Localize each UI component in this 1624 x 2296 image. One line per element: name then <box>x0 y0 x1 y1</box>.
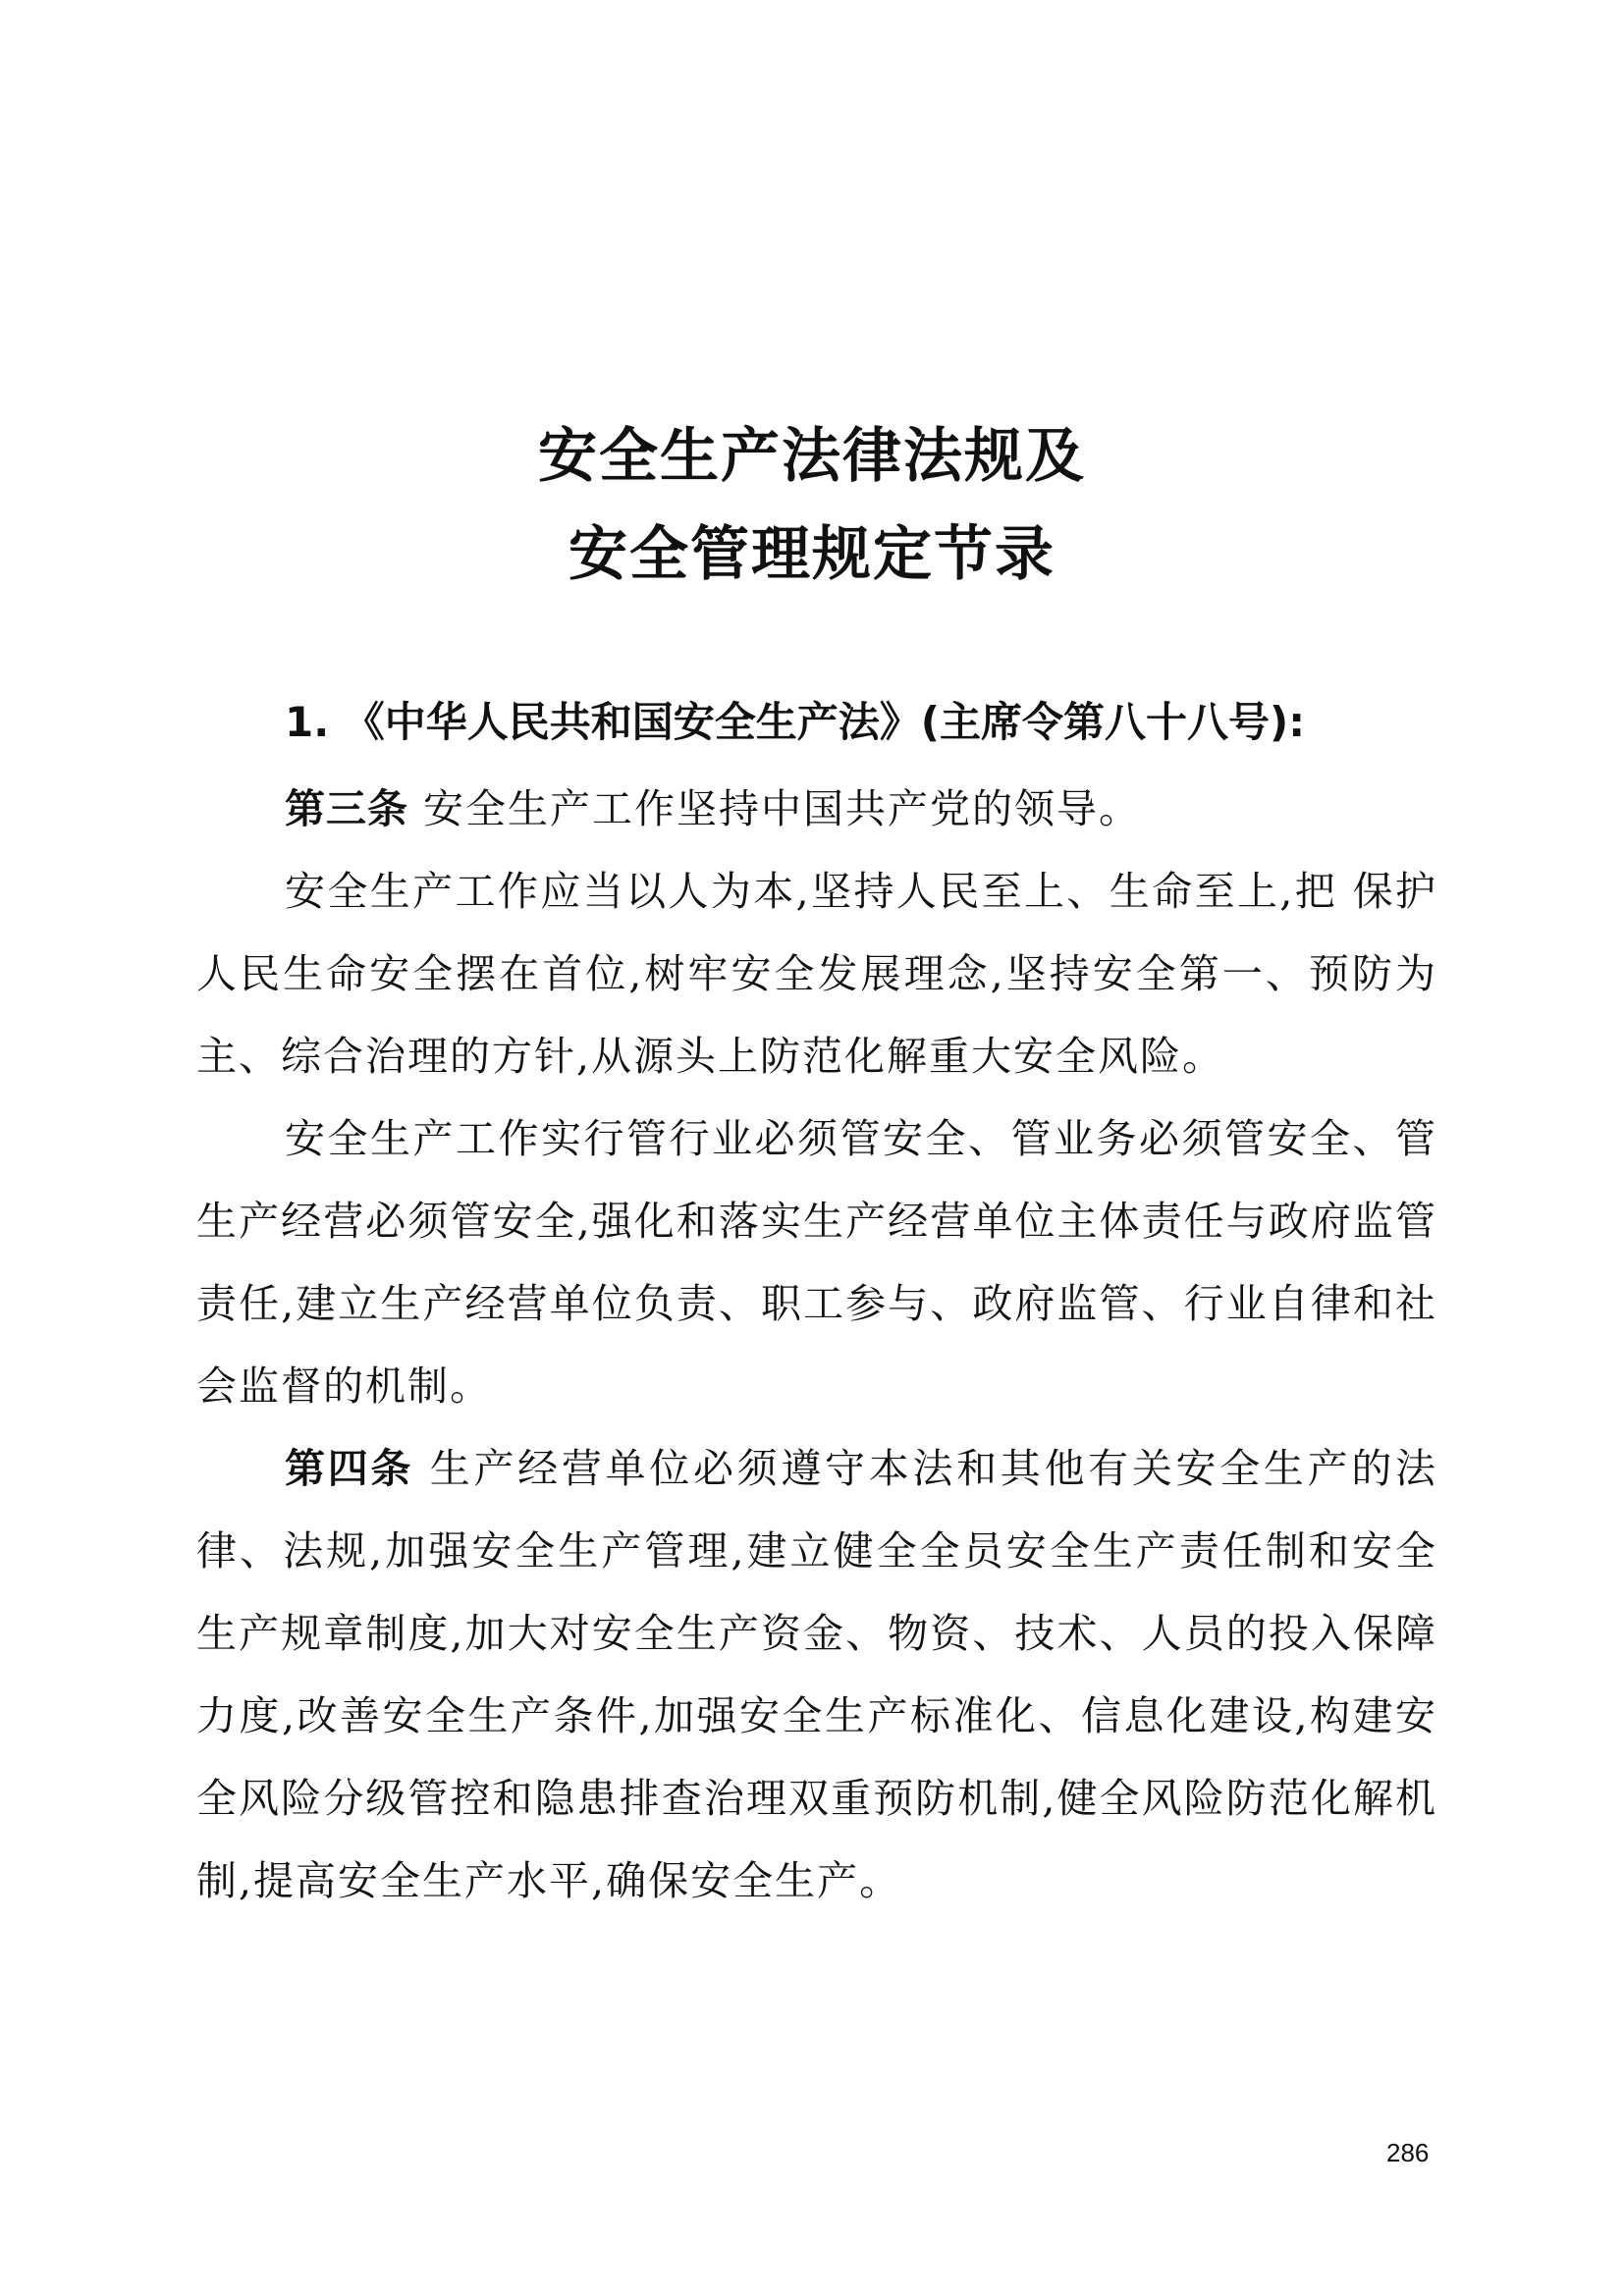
document-body <box>196 768 1437 1922</box>
document-title-line-2: 安全管理规定节录 <box>568 520 1056 589</box>
paragraph <box>196 850 1437 1097</box>
paragraph-text: 安全生产工作实行管行业必须管安全、管业务必须管安全、管生产经营必须管安全,强化和落实生产经营单位主体责任与政府监管责任,建立生产经营单位负责、职工参与、政府监管、行业自律和社会监督的机制。 <box>196 1115 1437 1410</box>
page-number: 286 <box>1386 2138 1430 2167</box>
article-label: 第四条 <box>285 1445 414 1492</box>
article-label: 第三条 <box>285 785 408 832</box>
paragraph <box>196 1097 1437 1427</box>
paragraph-text: 生产经营单位必须遵守本法和其他有关安全生产的法律、法规,加强安全生产管理,建立健全全员安全生产责任制和安全生产规章制度,加大对安全生产资金、物资、技术、人员的投入保障力度,改善安全生产条件,加强安全生产标准化、信息化建设,构建安全风险分级管控和隐患排查治理双重预防机制,健全风险防范化解机制,提高安全生产水平,确保安全生产。 <box>196 1445 1438 1904</box>
article-paragraph <box>196 1427 1437 1922</box>
section-heading: 1. 《中华人民共和国安全生产法》(主席令第八十八号): <box>285 698 1305 746</box>
article-paragraph <box>196 768 1437 850</box>
paragraph-text: 安全生产工作应当以人为本,坚持人民至上、生命至上,把 保护人民生命安全摆在首位,树牢安全发展理念,坚持安全第一、预防为主、综合治理的方针,从源头上防范化解重大安全风险。 <box>196 868 1437 1080</box>
paragraph-text: 安全生产工作坚持中国共产党的领导。 <box>408 785 1142 832</box>
document-title-line-1: 安全生产法律法规及 <box>538 422 1086 491</box>
